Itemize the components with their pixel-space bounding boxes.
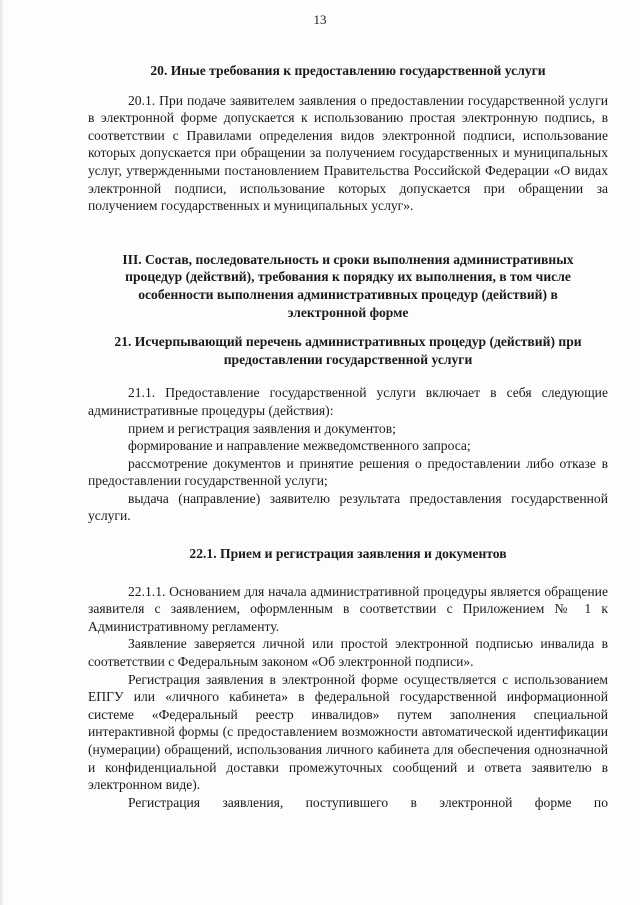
procedure-list-item: прием и регистрация заявления и документов; <box>128 420 396 436</box>
page-edge <box>0 0 4 905</box>
page-number: 13 <box>313 12 327 27</box>
paragraph-20-1: 20.1. При подаче заявителем заявления о предоставлении государственной услуги в электронной форме допускается к использованию простая электронную подпись, в соответствии с Правилами определения видов электронной подписи, использование которых допускается при обращении за получением государственных и муниципальных услуг, утвержденными постановлением Правительства Российской Федерации «О видах электронной подписи, использование которых допускается при обращении за получением государственных и муниципальных услуг». <box>88 92 608 214</box>
paragraph-22-1-1: 22.1.1. Основанием для начала административной процедуры является обращение заявителя с заявлением, оформленным в соответствии с Приложением № 1 к Административному регламенту. <box>88 583 608 634</box>
section-20-heading: 20. Иные требования к предоставлению государственной услуги <box>150 63 546 78</box>
section-21-heading: 21. Исчерпывающий перечень административных процедур (действий) при предоставлении государственной услуги <box>114 334 582 367</box>
paragraph-electronic-registration: Регистрация заявления в электронной форме осуществляется с использованием ЕПГУ или «личного кабинета» в федеральной государственной информационной системе «Федеральный реестр инвалидов» путем заполнения специальной интерактивной формы (с предоставлением возможности автоматической идентификации (нумерации) обращений, использования личного кабинета для обеспечения однозначной и конфиденциальной доставки промежуточных сообщений и ответа заявителю в электронном виде). <box>88 671 608 793</box>
section-22-1-heading: 22.1. Прием и регистрация заявления и документов <box>189 546 507 562</box>
paragraph-signature: Заявление заверяется личной или простой электронной подписью инвалида в соответствии с Федеральным законом «Об электронной подписи». <box>88 636 608 670</box>
paragraph-21-1: 21.1. Предоставление государственной услуги включает в себя следующие административные процедуры (действия): <box>88 385 608 418</box>
procedure-list-item: формирование и направление межведомственного запроса; <box>128 438 471 454</box>
paragraph-registration-continued: Регистрация заявления, поступившего в электронной форме по <box>128 794 608 810</box>
procedure-list-item: рассмотрение документов и принятие решения о предоставлении либо отказе в предоставлении государственной услуги; <box>88 455 608 489</box>
procedure-list-item: выдача (направление) заявителю результата предоставления государственной услуги. <box>88 490 608 524</box>
chapter-3-heading: III. Состав, последовательность и сроки выполнения административных процедур (действий), требования к порядку их выполнения, в том числе особенности выполнения административных процедур (действий) в электронной форме <box>122 251 574 320</box>
page-content <box>88 62 608 811</box>
